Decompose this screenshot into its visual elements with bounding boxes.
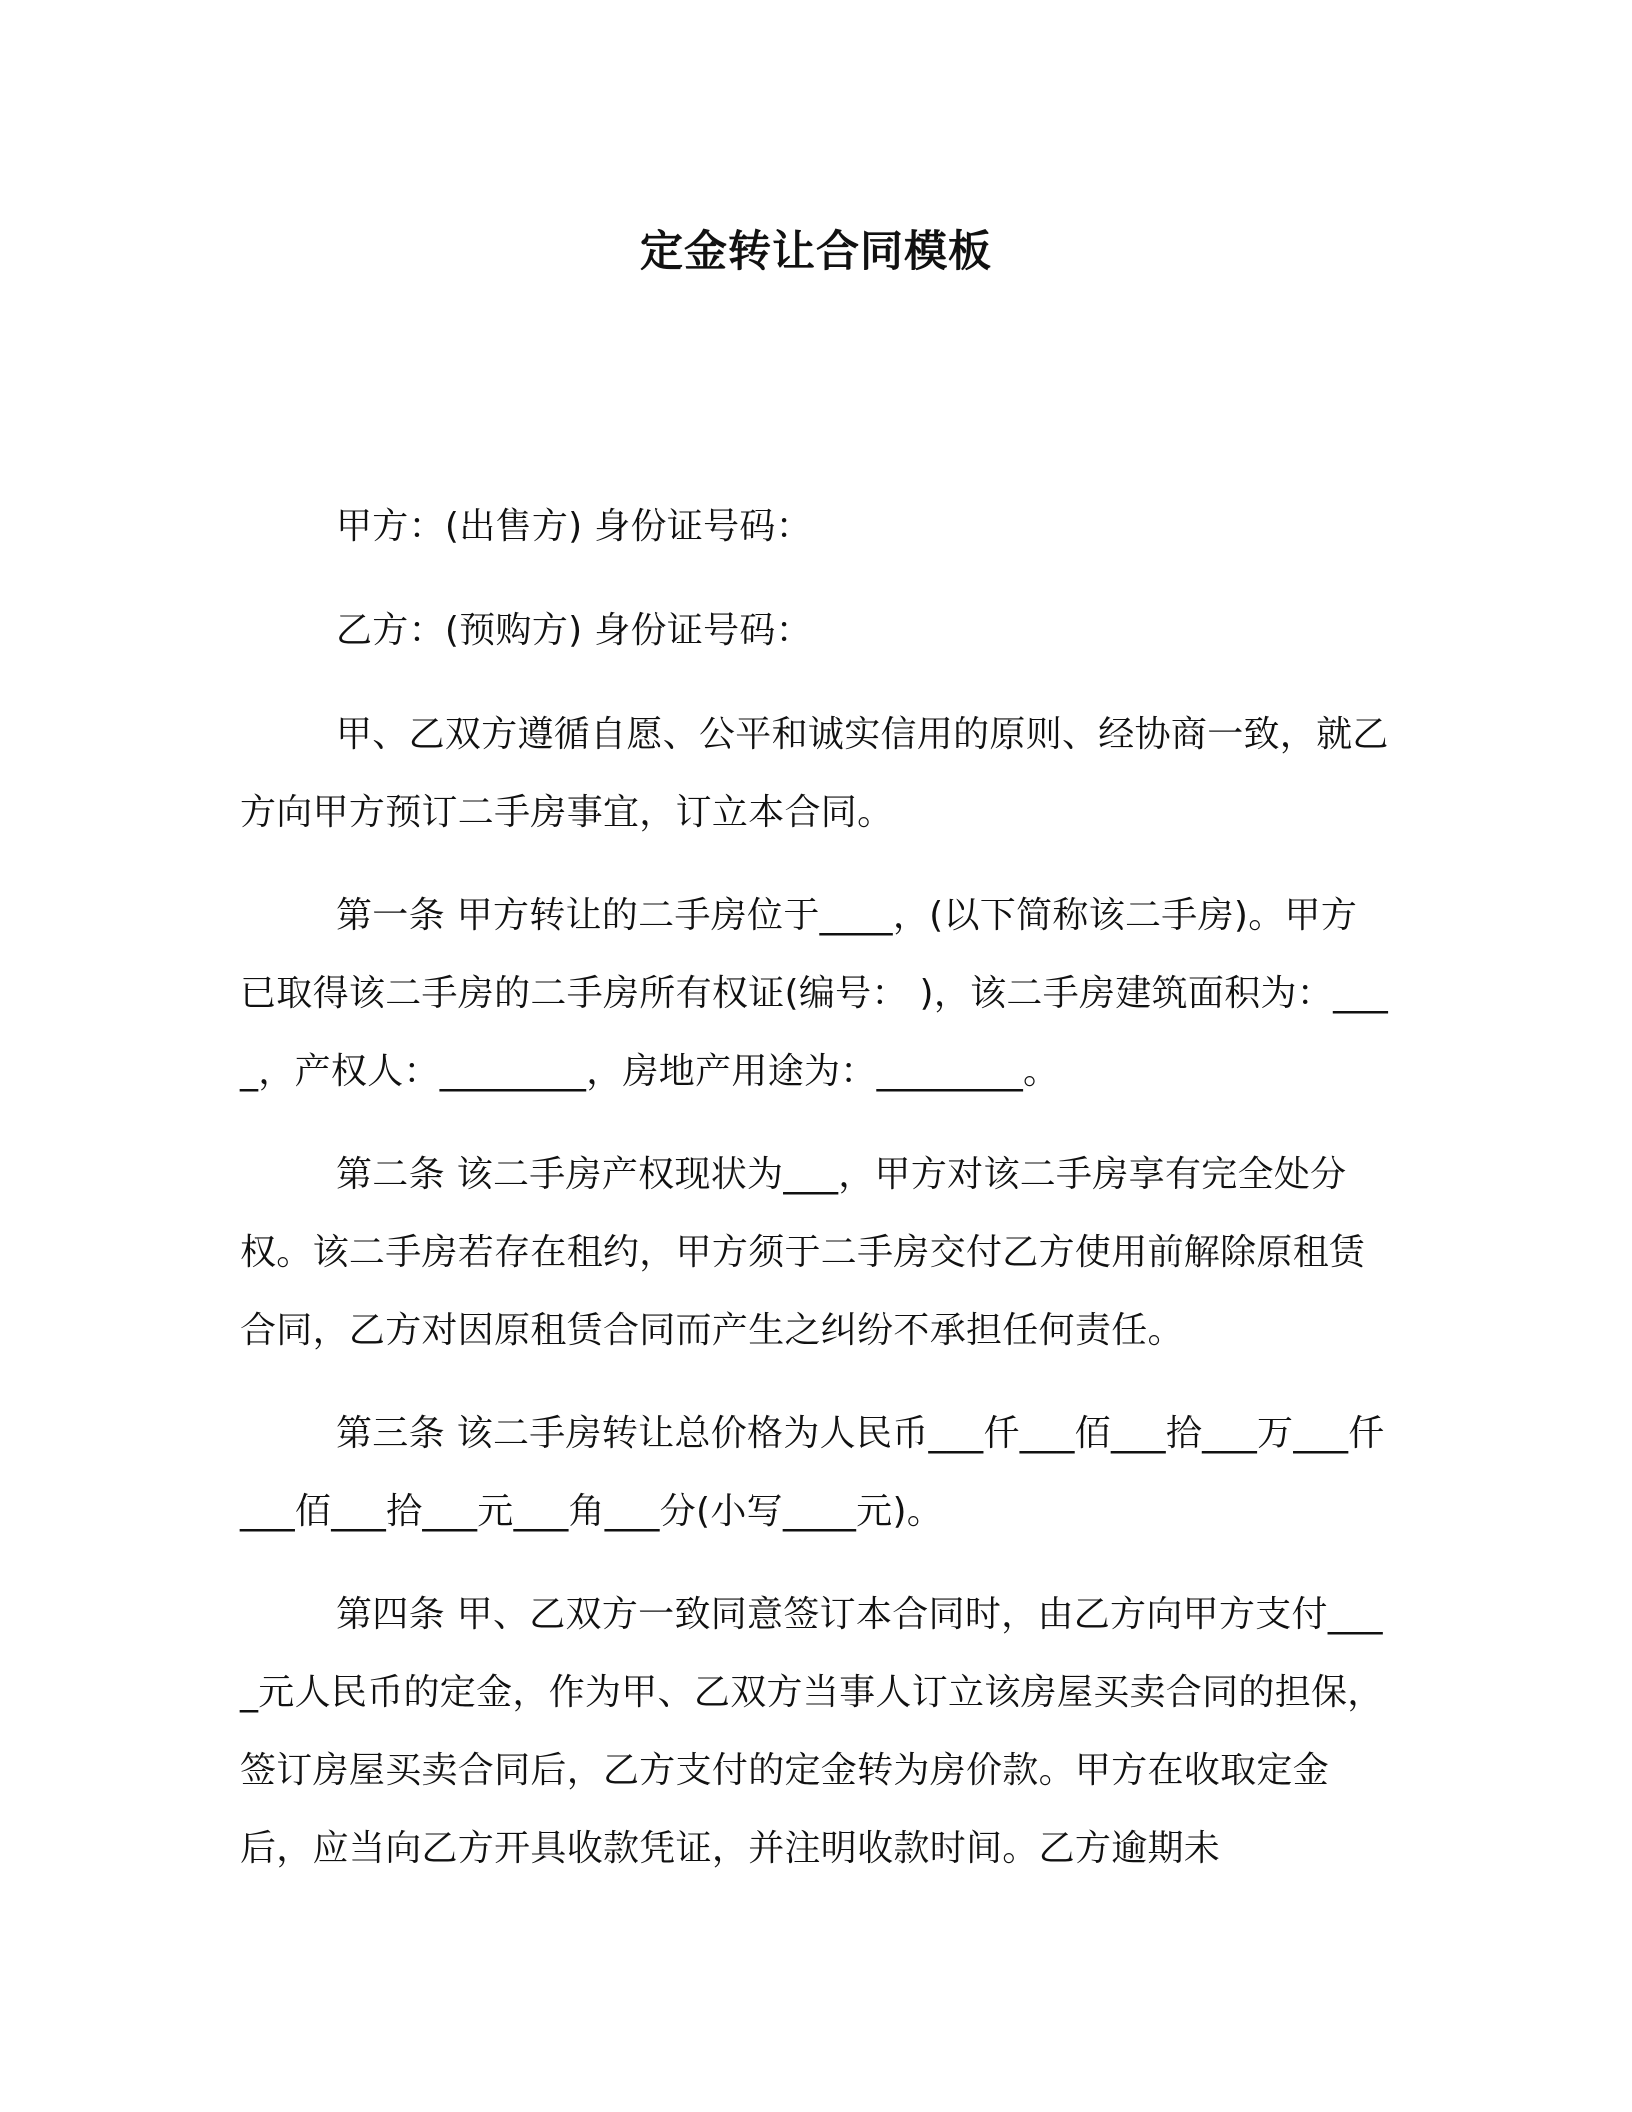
article-2-paragraph: 第二条 该二手房产权现状为___，甲方对该二手房享有完全处分权。该二手房若存在租约，甲方须于二手房交付乙方使用前解除原租赁合同，乙方对因原租赁合同而产生之纠纷不承担任何责任。 xyxy=(240,1154,1366,1351)
article-4-paragraph: 第四条 甲、乙双方一致同意签订本合同时，由乙方向甲方支付____元人民币的定金，作为甲、乙双方当事人订立该房屋买卖合同的担保，签订房屋买卖合同后，乙方支付的定金转为房价款。甲方在收取定金后，应当向乙方开具收款凭证，并注明收款时间。乙方逾期未 xyxy=(240,1594,1384,1869)
article-1-paragraph: 第一条 甲方转让的二手房位于____，(以下简称该二手房)。甲方已取得该二手房的二手房所有权证(编号： )，该二手房建筑面积为：____，产权人：________，房地产用途为：________。 xyxy=(240,895,1389,1092)
preamble-paragraph: 甲、乙双方遵循自愿、公平和诚实信用的原则、经协商一致，就乙方向甲方预订二手房事宜，订立本合同。 xyxy=(240,714,1389,833)
party-a-line: 甲方：(出售方) 身份证号码： xyxy=(336,506,813,547)
document-title: 定金转让合同模板 xyxy=(640,227,992,277)
document-body xyxy=(240,488,1390,1913)
article-3-paragraph: 第三条 该二手房转让总价格为人民币___仟___佰___拾___万___仟___佰___拾___元___角___分(小写____元)。 xyxy=(240,1413,1385,1532)
party-b-line: 乙方：(预购方) 身份证号码： xyxy=(336,610,813,651)
